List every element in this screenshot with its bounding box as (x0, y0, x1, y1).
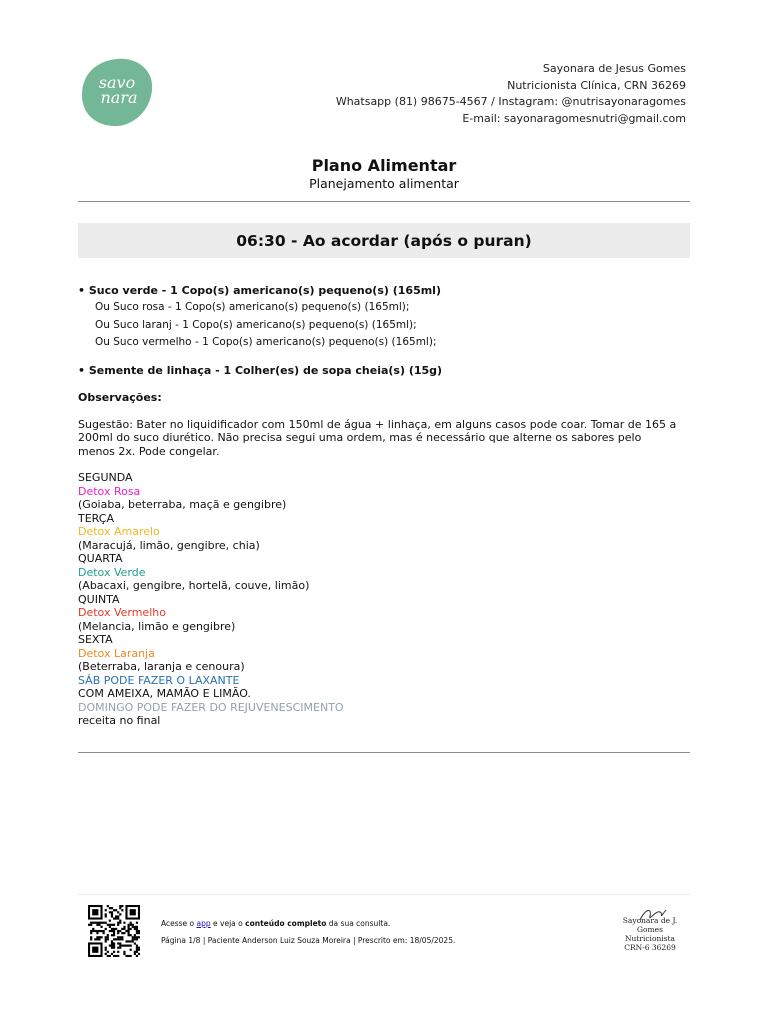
qr-code[interactable] (88, 905, 140, 957)
logo-text-top: savo (98, 73, 136, 92)
logo-text-bottom: nara (100, 88, 138, 107)
signature-crn: CRN-6 36269 (624, 943, 676, 952)
footer-text (161, 915, 455, 949)
footer-line-1: Acesse o app e veja o conteúdo completo da sua consulta. (161, 919, 391, 928)
alternative-item: Ou Suco vermelho - 1 Copo(s) americano(s) pequeno(s) (165ml); (95, 336, 437, 348)
nutritionist-title: Nutricionista Clínica, CRN 36269 (507, 78, 686, 92)
day-line: SEGUNDA (78, 471, 133, 484)
day-line: SÁB PODE FAZER O LAXANTE (78, 673, 240, 687)
footer-line-2: Página 1/8 | Paciente Anderson Luiz Souza Moreira | Prescrito em: 18/05/2025. (161, 936, 456, 945)
signature-name: Sayonara de J. Gomes (622, 916, 678, 934)
alternative-item: Ou Suco laranj - 1 Copo(s) americano(s) pequeno(s) (165ml); (95, 318, 417, 331)
alternative-item: Ou Suco rosa - 1 Copo(s) americano(s) pequeno(s) (165ml); (95, 301, 410, 313)
meal-heading (78, 223, 690, 258)
meal-content (78, 284, 690, 728)
meal-heading-text: 06:30 - Ao acordar (após o puran) (236, 231, 532, 250)
divider-bottom (78, 752, 690, 753)
day-line: receita no final (78, 714, 161, 727)
observations-label: Observações: (78, 390, 162, 404)
day-line: (Abacaxi, gengibre, hortelã, couve, limão) (78, 579, 310, 592)
day-line: COM AMEIXA, MAMÃO E LIMÃO. (78, 687, 251, 700)
suggestion-text: Sugestão: Bater no liquidificador com 150ml de água + linhaça, em alguns casos pode coar. Tomar de 165 a 200ml do suco diurético. Não precisa segui uma ordem, mas é necessário que alterne os sabores pelo menos 2x. Pode congelar. (78, 417, 677, 458)
signature-scribble (638, 906, 668, 924)
day-line: Detox Rosa (78, 484, 141, 498)
day-line: QUARTA (78, 552, 123, 565)
day-line: SEXTA (78, 633, 113, 646)
signature-role: Nutricionista (624, 934, 676, 943)
divider-top (78, 201, 690, 202)
nutritionist-name: Sayonara de Jesus Gomes (542, 62, 686, 75)
day-line: QUINTA (78, 592, 120, 606)
day-line: (Melancia, limão e gengibre) (78, 619, 236, 633)
day-line: (Maracujá, limão, gengibre, chia) (78, 538, 260, 552)
brand-logo (80, 57, 154, 127)
page-subtitle: Planejamento alimentar (309, 176, 459, 191)
contact-info (336, 61, 686, 127)
day-line: Detox Laranja (78, 646, 155, 660)
food-item-suco-verde: • Suco verde - 1 Copo(s) americano(s) pequeno(s) (165ml) (78, 284, 441, 297)
footer-divider (78, 894, 690, 895)
day-line: Detox Verde (78, 565, 146, 579)
email-contact: E-mail: sayonaragomesnutri@gmail.com (462, 111, 686, 125)
food-item-linhaca: • Semente de linhaça - 1 Colher(es) de sopa cheia(s) (15g) (78, 363, 443, 377)
day-line: (Beterraba, laranja e cenoura) (78, 660, 245, 673)
app-link[interactable]: app (196, 919, 211, 928)
page-title: Plano Alimentar (311, 156, 457, 175)
weekly-detox-list (78, 471, 690, 728)
signature-stamp (610, 906, 690, 956)
day-line: TERÇA (78, 511, 114, 525)
social-contacts: Whatsapp (81) 98675-4567 / Instagram: @nutrisayonaragomes (335, 95, 686, 108)
day-line: Detox Amarelo (78, 525, 160, 538)
alternatives-list (78, 299, 690, 352)
day-line: Detox Vermelho (78, 606, 166, 619)
day-line: DOMINGO PODE FAZER DO REJUVENESCIMENTO (78, 700, 344, 714)
title-block (78, 156, 690, 192)
day-line: (Goiaba, beterraba, maçã e gengibre) (78, 498, 287, 511)
